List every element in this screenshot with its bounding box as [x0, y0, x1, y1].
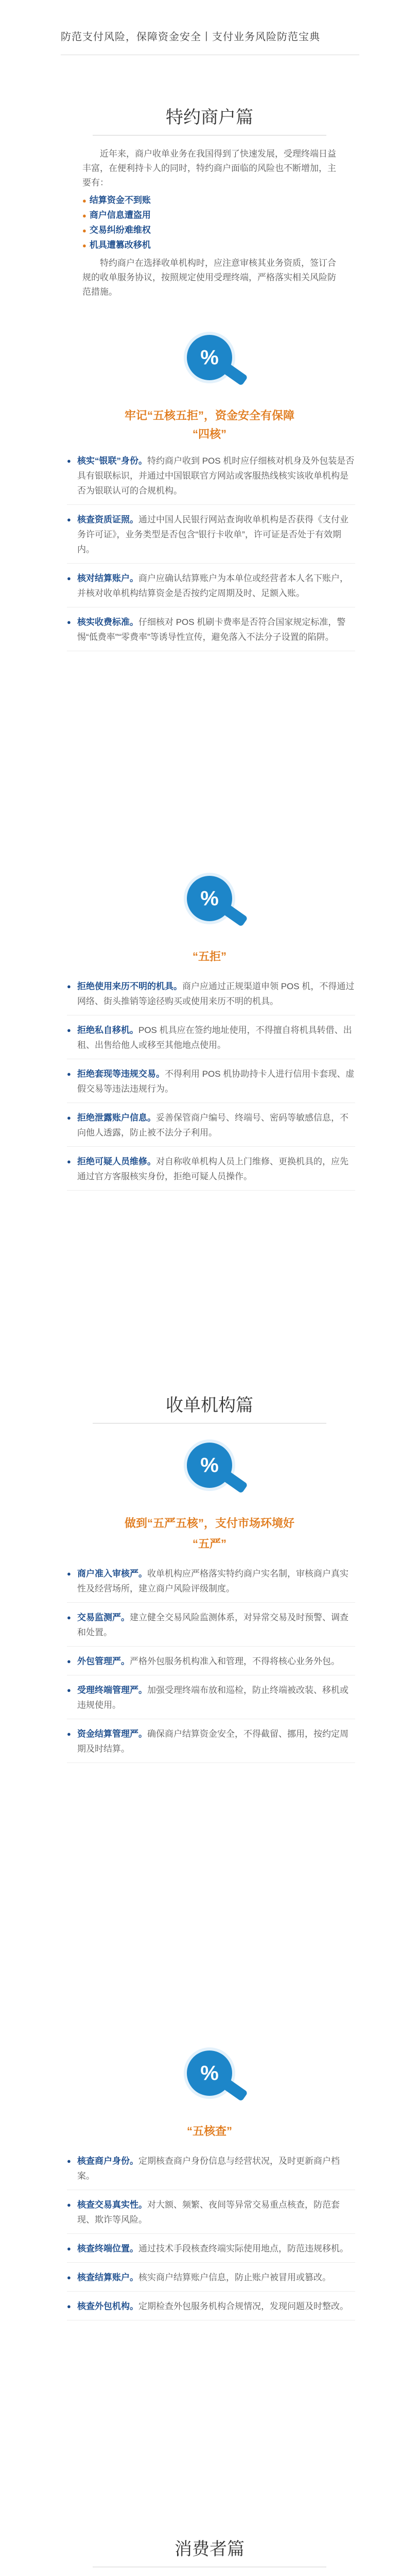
intro-text-2: 特约商户在选择收单机构时，应注意审核其业务资质，签订合规的收单服务协议，按照规定使用受理终端，严格落实相关风险防范措施。 — [82, 258, 336, 297]
risk-item: ● 交易纠纷难维权 — [82, 223, 340, 238]
list-item: ● 核查外包机构。定期检查外包服务机构合规情况，发现问题及时整改。 — [67, 2299, 355, 2320]
risk-item: ● 机具遭篡改移机 — [82, 238, 340, 253]
risk-list — [82, 193, 340, 253]
list-item: ● 核查终端位置。通过技术手段核查终端实际使用地点，防范违规移机。 — [67, 2241, 355, 2263]
section-title-merchants: 特约商户篇 — [166, 107, 253, 128]
list-item: ● 核查商户身份。定期核查商户身份信息与经营状况，及时更新商户档案。 — [67, 2154, 355, 2190]
acquirer-strict-list — [67, 1566, 355, 1770]
list-item: ● 资金结算管理严。确保商户结算资金安全，不得截留、挪用，按约定周期及时结算。 — [67, 1726, 355, 1763]
list-item: ● 拒绝私自移机。POS 机具应在签约地址使用，不得擅自将机具转借、出租、出售给他人或移至其他地点使用。 — [67, 1023, 355, 1059]
merchants-intro — [82, 147, 340, 301]
list-item: ● 核实“银联”身份。特约商户收到 POS 机时应仔细核对机身及外包装是否具有银联标识，并通过中国银联官方网站或客服热线核实该收单机构是否为银联认可的合规机构。 — [67, 453, 355, 505]
list-item: ● 拒绝泄露账户信息。妥善保管商户编号、终端号、密码等敏感信息，不向他人透露，防止被不法分子利用。 — [67, 1110, 355, 1147]
list-item: ● 核查资质证照。通过中国人民银行网站查询收单机构是否获得《支付业务许可证》，业务类型是否包含“银行卡收单”，许可证是否处于有效期内。 — [67, 512, 355, 564]
merchants-headline: 牢记“五核五拒”，资金安全有保障 — [124, 409, 294, 422]
article-title: 防范支付风险，保障资金安全丨支付业务风险防范宝典 — [61, 28, 359, 55]
five-check-heading: “五核查” — [186, 2125, 232, 2138]
percent-badge-icon: % — [187, 876, 232, 921]
percent-badge-icon: % — [187, 335, 232, 380]
list-item: ● 商户准入审核严。收单机构应严格落实特约商户实名制，审核商户真实性及经营场所，建立商户风险评级制度。 — [67, 1566, 355, 1603]
percent-badge-icon: % — [187, 1443, 232, 1488]
list-item: ● 核查结算账户。核实商户结算账户信息，防止账户被冒用或篡改。 — [67, 2270, 355, 2292]
list-item: ● 拒绝使用来历不明的机具。商户应通过正规渠道申领 POS 机，不得通过网络、街头推销等途径购买或使用来历不明的机具。 — [67, 979, 355, 1015]
intro-text: 近年来，商户收单业务在我国得到了快速发展，受理终端日益丰富，在便利持卡人的同时，特约商户面临的风险也不断增加，主要有： — [82, 149, 336, 188]
list-item: ● 受理终端管理严。加强受理终端布放和巡检，防止终端被改装、移机或违规使用。 — [67, 1683, 355, 1719]
list-item: ● 核查交易真实性。对大额、频繁、夜间等异常交易重点核查，防范套现、欺诈等风险。 — [67, 2197, 355, 2234]
acquirer-check-list — [67, 2154, 355, 2328]
section-title-acquirers: 收单机构篇 — [166, 1395, 253, 1416]
five-strict-heading: “五严” — [192, 1537, 226, 1550]
five-refuse-heading: “五拒” — [192, 950, 226, 963]
merchant-check-list — [67, 453, 355, 658]
list-item: ● 核实收费标准。仔细核对 POS 机刷卡费率是否符合国家规定标准，警惕“低费率”“零费率”等诱导性宣传，避免落入不法分子设置的陷阱。 — [67, 615, 355, 651]
list-item: ● 拒绝可疑人员维修。对自称收单机构人员上门维修、更换机具的，应先通过官方客服核实身份，拒绝可疑人员操作。 — [67, 1154, 355, 1191]
risk-item: ● 商户信息遭盗用 — [82, 208, 340, 223]
list-item: ● 核对结算账户。商户应确认结算账户为本单位或经营者本人名下账户，并核对收单机构结算资金是否按约定周期及时、足额入账。 — [67, 571, 355, 607]
refuse-list — [67, 979, 355, 1198]
section-title-consumers: 消费者篇 — [174, 2539, 245, 2560]
list-item: ● 外包管理严。严格外包服务机构准入和管理，不得将核心业务外包。 — [67, 1654, 355, 1675]
list-item: ● 拒绝套现等违规交易。不得利用 POS 机协助持卡人进行信用卡套现、虚假交易等违法违规行为。 — [67, 1066, 355, 1103]
percent-badge-icon: % — [187, 2050, 232, 2096]
four-check-heading: “四核” — [192, 428, 226, 440]
list-item: ● 交易监测严。建立健全交易风险监测体系，对异常交易及时预警、调查和处置。 — [67, 1610, 355, 1647]
acquirers-headline: 做到“五严五核”，支付市场环境好 — [124, 1517, 294, 1530]
risk-item: ● 结算资金不到账 — [82, 193, 340, 208]
